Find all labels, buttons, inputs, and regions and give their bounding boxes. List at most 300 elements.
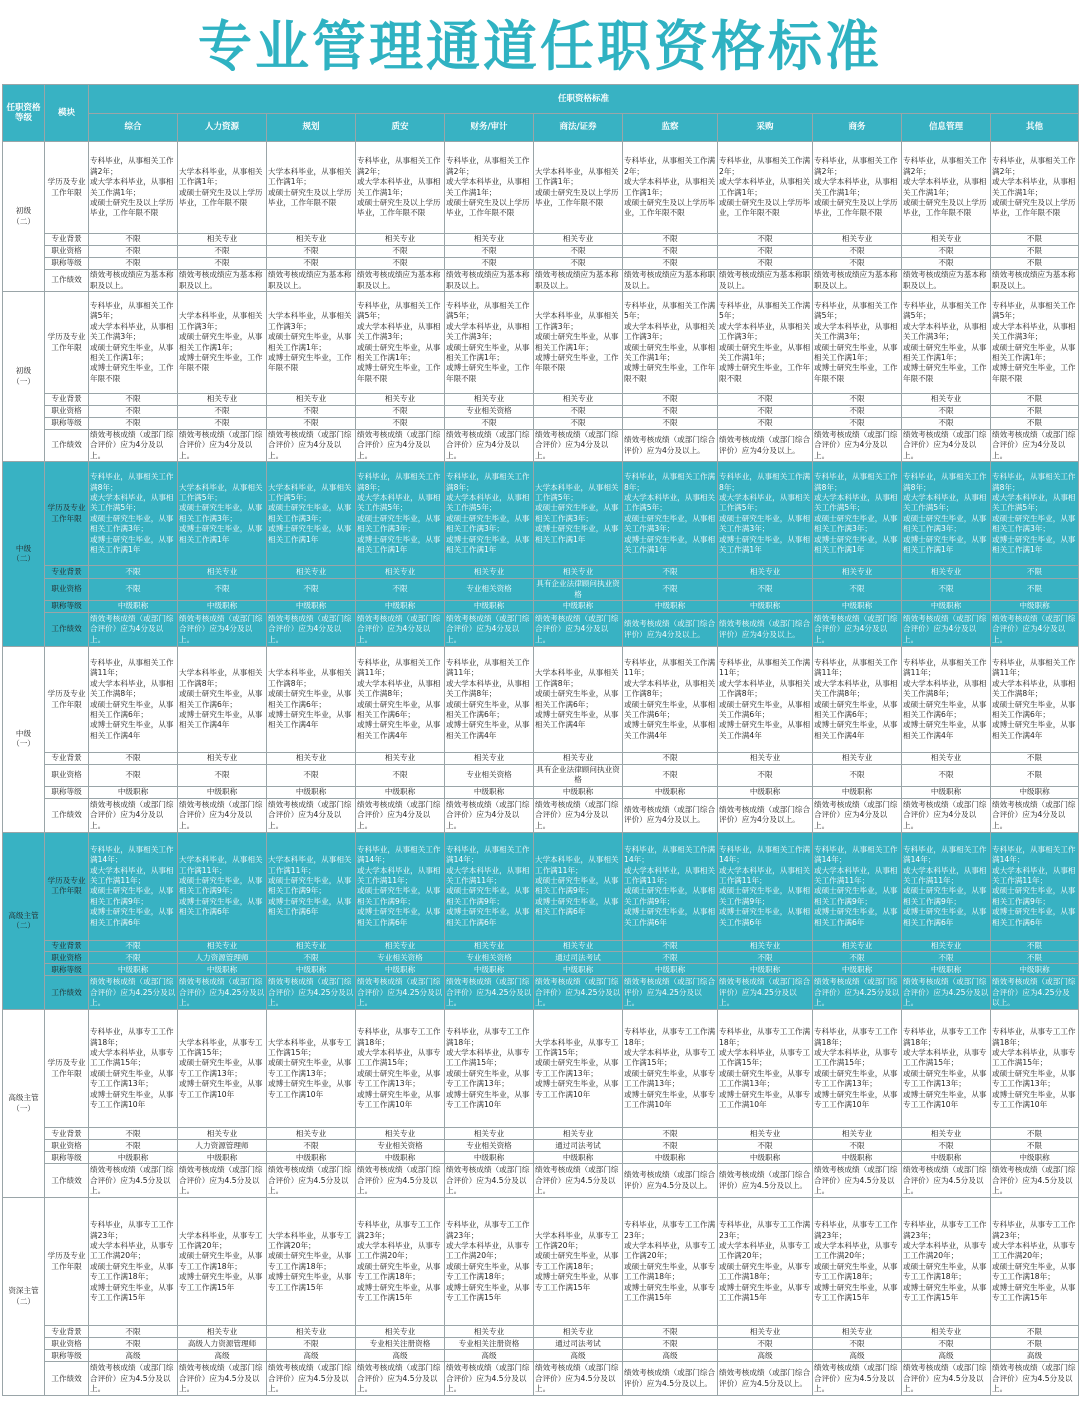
requirement-cell: 相关专业 <box>445 566 534 579</box>
requirement-cell: 中级职称 <box>718 1152 813 1164</box>
requirement-cell: 中级职称 <box>89 786 178 798</box>
requirement-cell: 不限 <box>718 765 813 787</box>
table-row <box>3 601 1079 613</box>
requirement-cell: 不限 <box>267 246 356 258</box>
function-header: 监察 <box>623 114 718 142</box>
requirement-cell: 相关专业 <box>356 1326 445 1338</box>
requirement-cell: 不限 <box>813 765 902 787</box>
module-label: 工作绩效 <box>45 1362 89 1396</box>
requirement-cell: 绩效考核成绩（或部门综合评价）应为4分及以上。 <box>718 430 813 462</box>
requirement-cell: 中级职称 <box>445 964 534 976</box>
requirement-cell: 不限 <box>267 258 356 270</box>
module-label: 工作绩效 <box>45 976 89 1010</box>
standard-span-header: 任职资格标准 <box>89 85 1079 114</box>
requirement-cell: 相关专业 <box>445 1128 534 1140</box>
requirement-cell: 相关专业 <box>534 940 623 951</box>
requirement-cell: 相关专业 <box>178 1128 267 1140</box>
requirement-cell: 绩效考核成绩（或部门综合评价）应为4.5分及以上。 <box>623 1362 718 1396</box>
requirement-cell: 相关专业 <box>267 753 356 765</box>
table-row <box>3 418 1079 430</box>
requirement-cell: 不限 <box>991 406 1079 418</box>
requirement-cell: 专科毕业，从事相关工作满14年； 或大学本科毕业，从事相关工作满11年； 或硕士研究生毕业，从事相关工作满9年； 或博士研究生毕业，从事相关工作满6年 <box>623 832 718 940</box>
requirement-cell: 不限 <box>623 258 718 270</box>
requirement-cell: 不限 <box>267 579 356 601</box>
requirement-cell: 相关专业 <box>902 1128 991 1140</box>
requirement-cell: 中级职称 <box>267 786 356 798</box>
module-label: 学历及专业工作年限 <box>45 462 89 566</box>
requirement-cell: 不限 <box>89 246 178 258</box>
requirement-cell: 专科毕业，从事相关工作满14年； 或大学本科毕业，从事相关工作满11年； 或硕士研究生毕业，从事相关工作满9年； 或博士研究生毕业，从事相关工作满6年 <box>813 832 902 940</box>
table-row <box>3 234 1079 246</box>
requirement-cell: 不限 <box>991 258 1079 270</box>
requirement-cell: 大学本科毕业，从事相关工作满11年； 或硕士研究生毕业，从事相关工作满9年； 或博士研究生毕业，从事相关工作满6年 <box>267 832 356 940</box>
requirement-cell: 相关专业 <box>534 234 623 246</box>
requirement-cell: 专科毕业，从事相关工作满8年； 或大学本科毕业，从事相关工作满5年； 或硕士研究生毕业，从事相关工作满3年； 或博士研究生毕业，从事相关工作满1年 <box>813 462 902 566</box>
table-row <box>3 1010 1079 1128</box>
requirement-cell: 中级职称 <box>902 601 991 613</box>
requirement-cell: 不限 <box>718 246 813 258</box>
requirement-cell: 绩效考核成绩（或部门综合评价）应为4分及以上。 <box>89 430 178 462</box>
function-header: 采购 <box>718 114 813 142</box>
table-row <box>3 1164 1079 1198</box>
table-row <box>3 292 1079 394</box>
module-label: 专业背景 <box>45 940 89 951</box>
requirement-cell: 相关专业 <box>445 234 534 246</box>
requirement-cell: 中级职称 <box>718 601 813 613</box>
requirement-cell: 不限 <box>718 1338 813 1350</box>
requirement-cell: 中级职称 <box>445 1152 534 1164</box>
requirement-cell: 大学本科毕业，从事相关工作满11年； 或硕士研究生毕业，从事相关工作满9年； 或博士研究生毕业，从事相关工作满6年 <box>534 832 623 940</box>
requirement-cell: 不限 <box>534 246 623 258</box>
module-label: 工作绩效 <box>45 430 89 462</box>
requirement-cell: 不限 <box>267 418 356 430</box>
requirement-cell: 专科毕业，从事相关工作满2年； 或大学本科毕业，从事相关工作满1年； 或硕士研究生及以上学历毕业，工作年限不限 <box>991 142 1079 234</box>
requirement-cell: 不限 <box>89 940 178 951</box>
requirement-cell: 绩效考核成绩应为基本称职及以上。 <box>534 270 623 292</box>
requirement-cell: 相关专业 <box>813 753 902 765</box>
table-row <box>3 1198 1079 1326</box>
requirement-cell: 不限 <box>991 418 1079 430</box>
requirement-cell: 不限 <box>813 394 902 406</box>
requirement-cell: 不限 <box>178 406 267 418</box>
requirement-cell: 绩效考核成绩（或部门综合评价）应为4.5分及以上。 <box>813 1164 902 1198</box>
requirement-cell: 相关专业 <box>813 940 902 951</box>
requirement-cell: 专科毕业，从事专工工作满23年； 或大学本科毕业，从事专工工作满20年； 或硕士研究生毕业，从事专工工作满18年； 或博士研究生毕业，从事专工工作满15年 <box>991 1198 1079 1326</box>
requirement-cell: 绩效考核成绩（或部门综合评价）应为4.5分及以上。 <box>623 1164 718 1198</box>
requirement-cell: 中级职称 <box>534 786 623 798</box>
requirement-cell: 不限 <box>991 394 1079 406</box>
requirement-cell: 高级 <box>534 1350 623 1362</box>
requirement-cell: 大学本科毕业，从事相关工作满3年； 或硕士研究生毕业，从事相关工作满1年； 或博士研究生毕业，工作年限不限 <box>178 292 267 394</box>
requirement-cell: 绩效考核成绩（或部门综合评价）应为4分及以上。 <box>813 430 902 462</box>
requirement-cell: 相关专业 <box>356 394 445 406</box>
requirement-cell: 绩效考核成绩（或部门综合评价）应为4分及以上。 <box>534 613 623 647</box>
level-name: 初级 （一） <box>3 292 45 462</box>
requirement-cell: 不限 <box>991 952 1079 964</box>
requirement-cell: 不限 <box>89 1338 178 1350</box>
requirement-cell: 大学本科毕业，从事专工工作满15年； 或硕士研究生毕业，从事专工工作满13年； 或博士研究生毕业，从事专工工作满10年 <box>267 1010 356 1128</box>
requirement-cell: 中级职称 <box>89 601 178 613</box>
requirement-cell: 中级职称 <box>356 786 445 798</box>
requirement-cell: 不限 <box>534 406 623 418</box>
requirement-cell: 相关专业 <box>902 566 991 579</box>
requirement-cell: 不限 <box>991 566 1079 579</box>
requirement-cell: 中级职称 <box>813 601 902 613</box>
requirement-cell: 专科毕业，从事专工工作满18年； 或大学本科毕业，从事专工工作满15年； 或硕士研究生毕业，从事专工工作满13年； 或博士研究生毕业，从事专工工作满10年 <box>89 1010 178 1128</box>
requirement-cell: 大学本科毕业，从事相关工作满1年； 或硕士研究生及以上学历毕业，工作年限不限 <box>534 142 623 234</box>
requirement-cell: 中级职称 <box>991 601 1079 613</box>
requirement-cell: 相关专业 <box>534 394 623 406</box>
module-label: 职称等级 <box>45 1152 89 1164</box>
requirement-cell: 中级职称 <box>534 1152 623 1164</box>
requirement-cell: 相关专业 <box>718 1128 813 1140</box>
module-label: 职称等级 <box>45 418 89 430</box>
function-header: 财务/审计 <box>445 114 534 142</box>
requirement-cell: 绩效考核成绩（或部门综合评价）应为4分及以上。 <box>445 613 534 647</box>
requirement-cell: 绩效考核成绩（或部门综合评价）应为4.5分及以上。 <box>445 1362 534 1396</box>
requirement-cell: 绩效考核成绩应为基本称职及以上。 <box>445 270 534 292</box>
requirement-cell: 专科毕业，从事相关工作满2年； 或大学本科毕业，从事相关工作满1年； 或硕士研究生及以上学历毕业，工作年限不限 <box>356 142 445 234</box>
requirement-cell: 专科毕业，从事相关工作满14年； 或大学本科毕业，从事相关工作满11年； 或硕士研究生毕业，从事相关工作满9年； 或博士研究生毕业，从事相关工作满6年 <box>718 832 813 940</box>
requirement-cell: 中级职称 <box>445 786 534 798</box>
requirement-cell: 绩效考核成绩（或部门综合评价）应为4.5分及以上。 <box>356 1164 445 1198</box>
requirement-cell: 专科毕业，从事相关工作满11年； 或大学本科毕业，从事相关工作满8年； 或硕士研究生毕业，从事相关工作满6年； 或博士研究生毕业，从事相关工作满4年 <box>89 647 178 753</box>
requirement-cell: 不限 <box>623 579 718 601</box>
function-header: 商务 <box>813 114 902 142</box>
requirement-cell: 不限 <box>902 765 991 787</box>
requirement-cell: 不限 <box>813 406 902 418</box>
requirement-cell: 专科毕业，从事相关工作满5年； 或大学本科毕业，从事相关工作满3年； 或硕士研究生毕业，从事相关工作满1年； 或博士研究生毕业，工作年限不限 <box>89 292 178 394</box>
module-label: 专业背景 <box>45 1326 89 1338</box>
requirement-cell: 绩效考核成绩（或部门综合评价）应为4.5分及以上。 <box>89 1164 178 1198</box>
requirement-cell: 专业相关资格 <box>445 952 534 964</box>
requirement-cell: 不限 <box>623 418 718 430</box>
requirement-cell: 不限 <box>623 394 718 406</box>
requirement-cell: 专科毕业，从事专工工作满18年； 或大学本科毕业，从事专工工作满15年； 或硕士研究生毕业，从事专工工作满13年； 或博士研究生毕业，从事专工工作满10年 <box>718 1010 813 1128</box>
requirement-cell: 中级职称 <box>356 601 445 613</box>
requirement-cell: 相关专业 <box>178 940 267 951</box>
requirement-cell: 不限 <box>534 258 623 270</box>
requirement-cell: 专科毕业，从事相关工作满5年； 或大学本科毕业，从事相关工作满3年； 或硕士研究生毕业，从事相关工作满1年； 或博士研究生毕业，工作年限不限 <box>356 292 445 394</box>
requirement-cell: 不限 <box>89 753 178 765</box>
requirement-cell: 专科毕业，从事专工工作满23年； 或大学本科毕业，从事专工工作满20年； 或硕士研究生毕业，从事专工工作满18年； 或博士研究生毕业，从事专工工作满15年 <box>902 1198 991 1326</box>
module-label: 学历及专业工作年限 <box>45 142 89 234</box>
requirement-cell: 中级职称 <box>902 786 991 798</box>
requirement-cell: 不限 <box>178 579 267 601</box>
requirement-cell: 不限 <box>445 258 534 270</box>
requirement-cell: 相关专业 <box>267 1326 356 1338</box>
requirement-cell: 不限 <box>718 394 813 406</box>
requirement-cell: 专科毕业，从事相关工作满8年； 或大学本科毕业，从事相关工作满5年； 或硕士研究生毕业，从事相关工作满3年； 或博士研究生毕业，从事相关工作满1年 <box>623 462 718 566</box>
requirement-cell: 不限 <box>356 418 445 430</box>
requirement-cell: 绩效考核成绩（或部门综合评价）应为4分及以上。 <box>534 798 623 832</box>
requirement-cell: 中级职称 <box>718 786 813 798</box>
requirement-cell: 专业相关资格 <box>445 1140 534 1152</box>
requirement-cell: 绩效考核成绩（或部门综合评价）应为4分及以上。 <box>623 613 718 647</box>
requirement-cell: 不限 <box>902 579 991 601</box>
requirement-cell: 专业相关资格 <box>445 765 534 787</box>
level-name: 中级 （二） <box>3 462 45 647</box>
module-label: 职业资格 <box>45 579 89 601</box>
requirement-cell: 不限 <box>267 765 356 787</box>
page-title: 专业管理通道任职资格标准 <box>198 14 882 78</box>
requirement-cell: 大学本科毕业，从事相关工作满11年； 或硕士研究生毕业，从事相关工作满9年； 或博士研究生毕业，从事相关工作满6年 <box>178 832 267 940</box>
requirement-cell: 中级职称 <box>623 964 718 976</box>
table-row <box>3 1350 1079 1362</box>
requirement-cell: 通过司法考试 <box>534 1338 623 1350</box>
requirement-cell: 不限 <box>902 1140 991 1152</box>
requirement-cell: 不限 <box>902 952 991 964</box>
requirement-cell: 专科毕业，从事相关工作满8年； 或大学本科毕业，从事相关工作满5年； 或硕士研究生毕业，从事相关工作满3年； 或博士研究生毕业，从事相关工作满1年 <box>991 462 1079 566</box>
requirement-cell: 不限 <box>991 1326 1079 1338</box>
requirement-cell: 专业相关资格 <box>445 406 534 418</box>
requirement-cell: 高级人力资源管理师 <box>178 1338 267 1350</box>
requirement-cell: 相关专业 <box>534 566 623 579</box>
requirement-cell: 专科毕业，从事相关工作满11年； 或大学本科毕业，从事相关工作满8年； 或硕士研究生毕业，从事相关工作满6年； 或博士研究生毕业，从事相关工作满4年 <box>813 647 902 753</box>
requirement-cell: 中级职称 <box>902 964 991 976</box>
requirement-cell: 专科毕业，从事相关工作满5年； 或大学本科毕业，从事相关工作满3年； 或硕士研究生毕业，从事相关工作满1年； 或博士研究生毕业，工作年限不限 <box>813 292 902 394</box>
function-header: 人力资源 <box>178 114 267 142</box>
module-label: 职称等级 <box>45 601 89 613</box>
requirement-cell: 不限 <box>813 258 902 270</box>
requirement-cell: 专科毕业，从事相关工作满14年； 或大学本科毕业，从事相关工作满11年； 或硕士研究生毕业，从事相关工作满9年； 或博士研究生毕业，从事相关工作满6年 <box>356 832 445 940</box>
requirement-cell: 中级职称 <box>534 601 623 613</box>
requirement-cell: 绩效考核成绩（或部门综合评价）应为4分及以上。 <box>356 613 445 647</box>
module-label: 学历及专业工作年限 <box>45 292 89 394</box>
requirement-cell: 不限 <box>356 765 445 787</box>
requirement-cell: 不限 <box>902 258 991 270</box>
requirement-cell: 不限 <box>356 406 445 418</box>
requirement-cell: 绩效考核成绩应为基本称职及以上。 <box>356 270 445 292</box>
requirement-cell: 中级职称 <box>813 786 902 798</box>
requirement-cell: 中级职称 <box>534 964 623 976</box>
requirement-cell: 相关专业 <box>534 1128 623 1140</box>
requirement-cell: 绩效考核成绩（或部门综合评价）应为4分及以上。 <box>991 430 1079 462</box>
requirement-cell: 大学本科毕业，从事相关工作满1年； 或硕士研究生及以上学历毕业，工作年限不限 <box>178 142 267 234</box>
requirement-cell: 高级 <box>445 1350 534 1362</box>
requirement-cell: 相关专业 <box>178 753 267 765</box>
requirement-cell: 中级职称 <box>718 964 813 976</box>
requirement-cell: 高级 <box>813 1350 902 1362</box>
requirement-cell: 相关专业 <box>178 234 267 246</box>
requirement-cell: 不限 <box>623 246 718 258</box>
requirement-cell: 不限 <box>718 579 813 601</box>
table-row <box>3 952 1079 964</box>
requirement-cell: 绩效考核成绩（或部门综合评价）应为4.25分及以上。 <box>813 976 902 1010</box>
requirement-cell: 专科毕业，从事相关工作满8年； 或大学本科毕业，从事相关工作满5年； 或硕士研究生毕业，从事相关工作满3年； 或博士研究生毕业，从事相关工作满1年 <box>902 462 991 566</box>
requirement-cell: 不限 <box>178 246 267 258</box>
requirement-cell: 不限 <box>623 566 718 579</box>
requirement-cell: 大学本科毕业，从事相关工作满5年； 或硕士研究生毕业，从事相关工作满3年； 或博士研究生毕业，从事相关工作满1年 <box>534 462 623 566</box>
level-name: 高级主管 （一） <box>3 1010 45 1198</box>
table-row <box>3 613 1079 647</box>
requirement-cell: 不限 <box>813 1140 902 1152</box>
requirement-cell: 绩效考核成绩（或部门综合评价）应为4分及以上。 <box>902 430 991 462</box>
table-row <box>3 1362 1079 1396</box>
requirement-cell: 绩效考核成绩（或部门综合评价）应为4分及以上。 <box>718 798 813 832</box>
requirement-cell: 中级职称 <box>267 964 356 976</box>
requirement-cell: 绩效考核成绩（或部门综合评价）应为4分及以上。 <box>813 613 902 647</box>
requirement-cell: 绩效考核成绩（或部门综合评价）应为4.5分及以上。 <box>445 1164 534 1198</box>
requirement-cell: 大学本科毕业，从事专工工作满20年； 或硕士研究生毕业，从事专工工作满18年； 或博士研究生毕业，从事专工工作满15年 <box>267 1198 356 1326</box>
table-row <box>3 142 1079 234</box>
requirement-cell: 绩效考核成绩（或部门综合评价）应为4分及以上。 <box>356 798 445 832</box>
requirement-cell: 绩效考核成绩（或部门综合评价）应为4.5分及以上。 <box>902 1362 991 1396</box>
requirement-cell: 绩效考核成绩（或部门综合评价）应为4分及以上。 <box>178 430 267 462</box>
table-row <box>3 1152 1079 1164</box>
function-header: 信息管理 <box>902 114 991 142</box>
table-row <box>3 462 1079 566</box>
requirement-cell: 绩效考核成绩（或部门综合评价）应为4分及以上。 <box>356 430 445 462</box>
requirement-cell: 绩效考核成绩（或部门综合评价）应为4.25分及以上。 <box>178 976 267 1010</box>
requirement-cell: 不限 <box>267 1338 356 1350</box>
requirement-cell: 不限 <box>718 1140 813 1152</box>
requirement-cell: 中级职称 <box>902 1152 991 1164</box>
requirement-cell: 相关专业 <box>902 753 991 765</box>
requirement-cell: 专科毕业，从事专工工作满18年； 或大学本科毕业，从事专工工作满15年； 或硕士研究生毕业，从事专工工作满13年； 或博士研究生毕业，从事专工工作满10年 <box>356 1010 445 1128</box>
requirement-cell: 专业相关资格 <box>445 579 534 601</box>
requirement-cell: 绩效考核成绩（或部门综合评价）应为4.25分及以上。 <box>89 976 178 1010</box>
requirement-cell: 专科毕业，从事相关工作满8年； 或大学本科毕业，从事相关工作满5年； 或硕士研究生毕业，从事相关工作满3年； 或博士研究生毕业，从事相关工作满1年 <box>89 462 178 566</box>
requirement-cell: 绩效考核成绩（或部门综合评价）应为4.5分及以上。 <box>718 1164 813 1198</box>
module-label: 工作绩效 <box>45 1164 89 1198</box>
requirement-cell: 专科毕业，从事相关工作满5年； 或大学本科毕业，从事相关工作满3年； 或硕士研究生毕业，从事相关工作满1年； 或博士研究生毕业，工作年限不限 <box>445 292 534 394</box>
requirement-cell: 相关专业 <box>267 1128 356 1140</box>
requirement-cell: 不限 <box>813 1338 902 1350</box>
requirement-cell: 相关专业 <box>813 1128 902 1140</box>
table-row <box>3 270 1079 292</box>
requirement-cell: 具有企业法律顾问执业资格 <box>534 765 623 787</box>
function-header: 质安 <box>356 114 445 142</box>
requirement-cell: 绩效考核成绩（或部门综合评价）应为4分及以上。 <box>178 798 267 832</box>
requirement-cell: 专科毕业，从事相关工作满11年； 或大学本科毕业，从事相关工作满8年； 或硕士研究生毕业，从事相关工作满6年； 或博士研究生毕业，从事相关工作满4年 <box>623 647 718 753</box>
requirement-cell: 大学本科毕业，从事专工工作满20年； 或硕士研究生毕业，从事专工工作满18年； 或博士研究生毕业，从事专工工作满15年 <box>534 1198 623 1326</box>
module-label: 专业背景 <box>45 566 89 579</box>
level-name: 初级 （二） <box>3 142 45 292</box>
requirement-cell: 绩效考核成绩（或部门综合评价）应为4.25分及以上。 <box>445 976 534 1010</box>
requirement-cell: 相关专业 <box>356 753 445 765</box>
requirement-cell: 绩效考核成绩（或部门综合评价）应为4分及以上。 <box>991 613 1079 647</box>
requirement-cell: 中级职称 <box>445 601 534 613</box>
requirement-cell: 专科毕业，从事相关工作满5年； 或大学本科毕业，从事相关工作满3年； 或硕士研究生毕业，从事相关工作满1年； 或博士研究生毕业，工作年限不限 <box>902 292 991 394</box>
requirement-cell: 不限 <box>267 406 356 418</box>
requirement-cell: 绩效考核成绩（或部门综合评价）应为4.25分及以上。 <box>991 976 1079 1010</box>
requirement-cell: 相关专业 <box>356 234 445 246</box>
requirement-cell: 大学本科毕业，从事专工工作满15年； 或硕士研究生毕业，从事专工工作满13年； 或博士研究生毕业，从事专工工作满10年 <box>534 1010 623 1128</box>
requirement-cell: 绩效考核成绩（或部门综合评价）应为4.5分及以上。 <box>267 1362 356 1396</box>
requirement-cell: 中级职称 <box>89 964 178 976</box>
requirement-cell: 专科毕业，从事相关工作满11年； 或大学本科毕业，从事相关工作满8年； 或硕士研究生毕业，从事相关工作满6年； 或博士研究生毕业，从事相关工作满4年 <box>718 647 813 753</box>
requirement-cell: 不限 <box>267 952 356 964</box>
requirement-cell: 相关专业 <box>445 753 534 765</box>
module-label: 职称等级 <box>45 1350 89 1362</box>
requirement-cell: 不限 <box>178 258 267 270</box>
requirement-cell: 绩效考核成绩（或部门综合评价）应为4.5分及以上。 <box>178 1362 267 1396</box>
requirement-cell: 专科毕业，从事专工工作满18年； 或大学本科毕业，从事专工工作满15年； 或硕士研究生毕业，从事专工工作满13年； 或博士研究生毕业，从事专工工作满10年 <box>902 1010 991 1128</box>
requirement-cell: 绩效考核成绩应为基本称职及以上。 <box>718 270 813 292</box>
requirement-cell: 绩效考核成绩应为基本称职及以上。 <box>991 270 1079 292</box>
requirement-cell: 专科毕业，从事相关工作满2年； 或大学本科毕业，从事相关工作满1年； 或硕士研究生及以上学历毕业，工作年限不限 <box>89 142 178 234</box>
requirement-cell: 不限 <box>178 418 267 430</box>
table-row <box>3 786 1079 798</box>
requirement-cell: 专科毕业，从事相关工作满11年； 或大学本科毕业，从事相关工作满8年； 或硕士研究生毕业，从事相关工作满6年； 或博士研究生毕业，从事相关工作满4年 <box>356 647 445 753</box>
requirement-cell: 相关专业 <box>267 234 356 246</box>
requirement-cell: 绩效考核成绩（或部门综合评价）应为4.5分及以上。 <box>718 1362 813 1396</box>
table-row <box>3 753 1079 765</box>
requirement-cell: 不限 <box>991 1338 1079 1350</box>
requirement-cell: 不限 <box>991 1140 1079 1152</box>
requirement-cell: 专科毕业，从事相关工作满2年； 或大学本科毕业，从事相关工作满1年； 或硕士研究生及以上学历毕业，工作年限不限 <box>445 142 534 234</box>
requirement-cell: 相关专业 <box>178 1326 267 1338</box>
requirement-cell: 中级职称 <box>623 1152 718 1164</box>
requirement-cell: 不限 <box>623 952 718 964</box>
module-label: 职业资格 <box>45 1338 89 1350</box>
table-row <box>3 1338 1079 1350</box>
table-row <box>3 1326 1079 1338</box>
requirement-cell: 不限 <box>89 258 178 270</box>
requirement-cell: 不限 <box>991 1128 1079 1140</box>
requirement-cell: 不限 <box>89 1140 178 1152</box>
table-body <box>3 142 1079 1396</box>
requirement-cell: 专科毕业，从事相关工作满14年； 或大学本科毕业，从事相关工作满11年； 或硕士研究生毕业，从事相关工作满9年； 或博士研究生毕业，从事相关工作满6年 <box>89 832 178 940</box>
module-label: 职业资格 <box>45 952 89 964</box>
level-name: 高级主管 （二） <box>3 832 45 1009</box>
requirement-cell: 不限 <box>89 418 178 430</box>
requirement-cell: 专科毕业，从事专工工作满18年； 或大学本科毕业，从事专工工作满15年； 或硕士研究生毕业，从事专工工作满13年； 或博士研究生毕业，从事专工工作满10年 <box>623 1010 718 1128</box>
requirement-cell: 绩效考核成绩应为基本称职及以上。 <box>813 270 902 292</box>
requirement-cell: 专科毕业，从事相关工作满8年； 或大学本科毕业，从事相关工作满5年； 或硕士研究生毕业，从事相关工作满3年； 或博士研究生毕业，从事相关工作满1年 <box>445 462 534 566</box>
requirement-cell: 不限 <box>89 765 178 787</box>
function-header: 商法/证券 <box>534 114 623 142</box>
requirement-cell: 大学本科毕业，从事相关工作满3年； 或硕士研究生毕业，从事相关工作满1年； 或博士研究生毕业，工作年限不限 <box>267 292 356 394</box>
requirement-cell: 绩效考核成绩（或部门综合评价）应为4.5分及以上。 <box>534 1164 623 1198</box>
requirement-cell: 中级职称 <box>267 1152 356 1164</box>
requirement-cell: 专科毕业，从事专工工作满23年； 或大学本科毕业，从事专工工作满20年； 或硕士研究生毕业，从事专工工作满18年； 或博士研究生毕业，从事专工工作满15年 <box>623 1198 718 1326</box>
requirement-cell: 相关专业 <box>902 394 991 406</box>
table-row <box>3 246 1079 258</box>
requirement-cell: 相关专业 <box>267 566 356 579</box>
requirement-cell: 大学本科毕业，从事相关工作满1年； 或硕士研究生及以上学历毕业，工作年限不限 <box>267 142 356 234</box>
table-row <box>3 1140 1079 1152</box>
requirement-cell: 大学本科毕业，从事相关工作满5年； 或硕士研究生毕业，从事相关工作满3年； 或博士研究生毕业，从事相关工作满1年 <box>267 462 356 566</box>
requirement-cell: 绩效考核成绩（或部门综合评价）应为4分及以上。 <box>178 613 267 647</box>
table-row <box>3 430 1079 462</box>
requirement-cell: 通过司法考试 <box>534 952 623 964</box>
table-row <box>3 579 1079 601</box>
requirement-cell: 不限 <box>718 418 813 430</box>
requirement-cell: 中级职称 <box>178 1152 267 1164</box>
requirement-cell: 专科毕业，从事相关工作满2年； 或大学本科毕业，从事相关工作满1年； 或硕士研究生及以上学历毕业，工作年限不限 <box>718 142 813 234</box>
requirement-cell: 不限 <box>534 418 623 430</box>
qualification-table <box>2 84 1079 1396</box>
module-label: 工作绩效 <box>45 613 89 647</box>
requirement-cell: 专科毕业，从事相关工作满11年； 或大学本科毕业，从事相关工作满8年； 或硕士研究生毕业，从事相关工作满6年； 或博士研究生毕业，从事相关工作满4年 <box>445 647 534 753</box>
table-row <box>3 765 1079 787</box>
requirement-cell: 不限 <box>267 1140 356 1152</box>
requirement-cell: 不限 <box>902 418 991 430</box>
requirement-cell: 绩效考核成绩（或部门综合评价）应为4分及以上。 <box>991 798 1079 832</box>
requirement-cell: 中级职称 <box>991 964 1079 976</box>
requirement-cell: 专科毕业，从事相关工作满5年； 或大学本科毕业，从事相关工作满3年； 或硕士研究生毕业，从事相关工作满1年； 或博士研究生毕业，工作年限不限 <box>718 292 813 394</box>
requirement-cell: 相关专业 <box>445 940 534 951</box>
requirement-cell: 不限 <box>623 406 718 418</box>
requirement-cell: 绩效考核成绩（或部门综合评价）应为4分及以上。 <box>718 613 813 647</box>
table-row <box>3 832 1079 940</box>
requirement-cell: 不限 <box>89 394 178 406</box>
requirement-cell: 绩效考核成绩（或部门综合评价）应为4分及以上。 <box>89 613 178 647</box>
requirement-cell: 绩效考核成绩（或部门综合评价）应为4分及以上。 <box>267 798 356 832</box>
requirement-cell: 相关专业 <box>267 394 356 406</box>
